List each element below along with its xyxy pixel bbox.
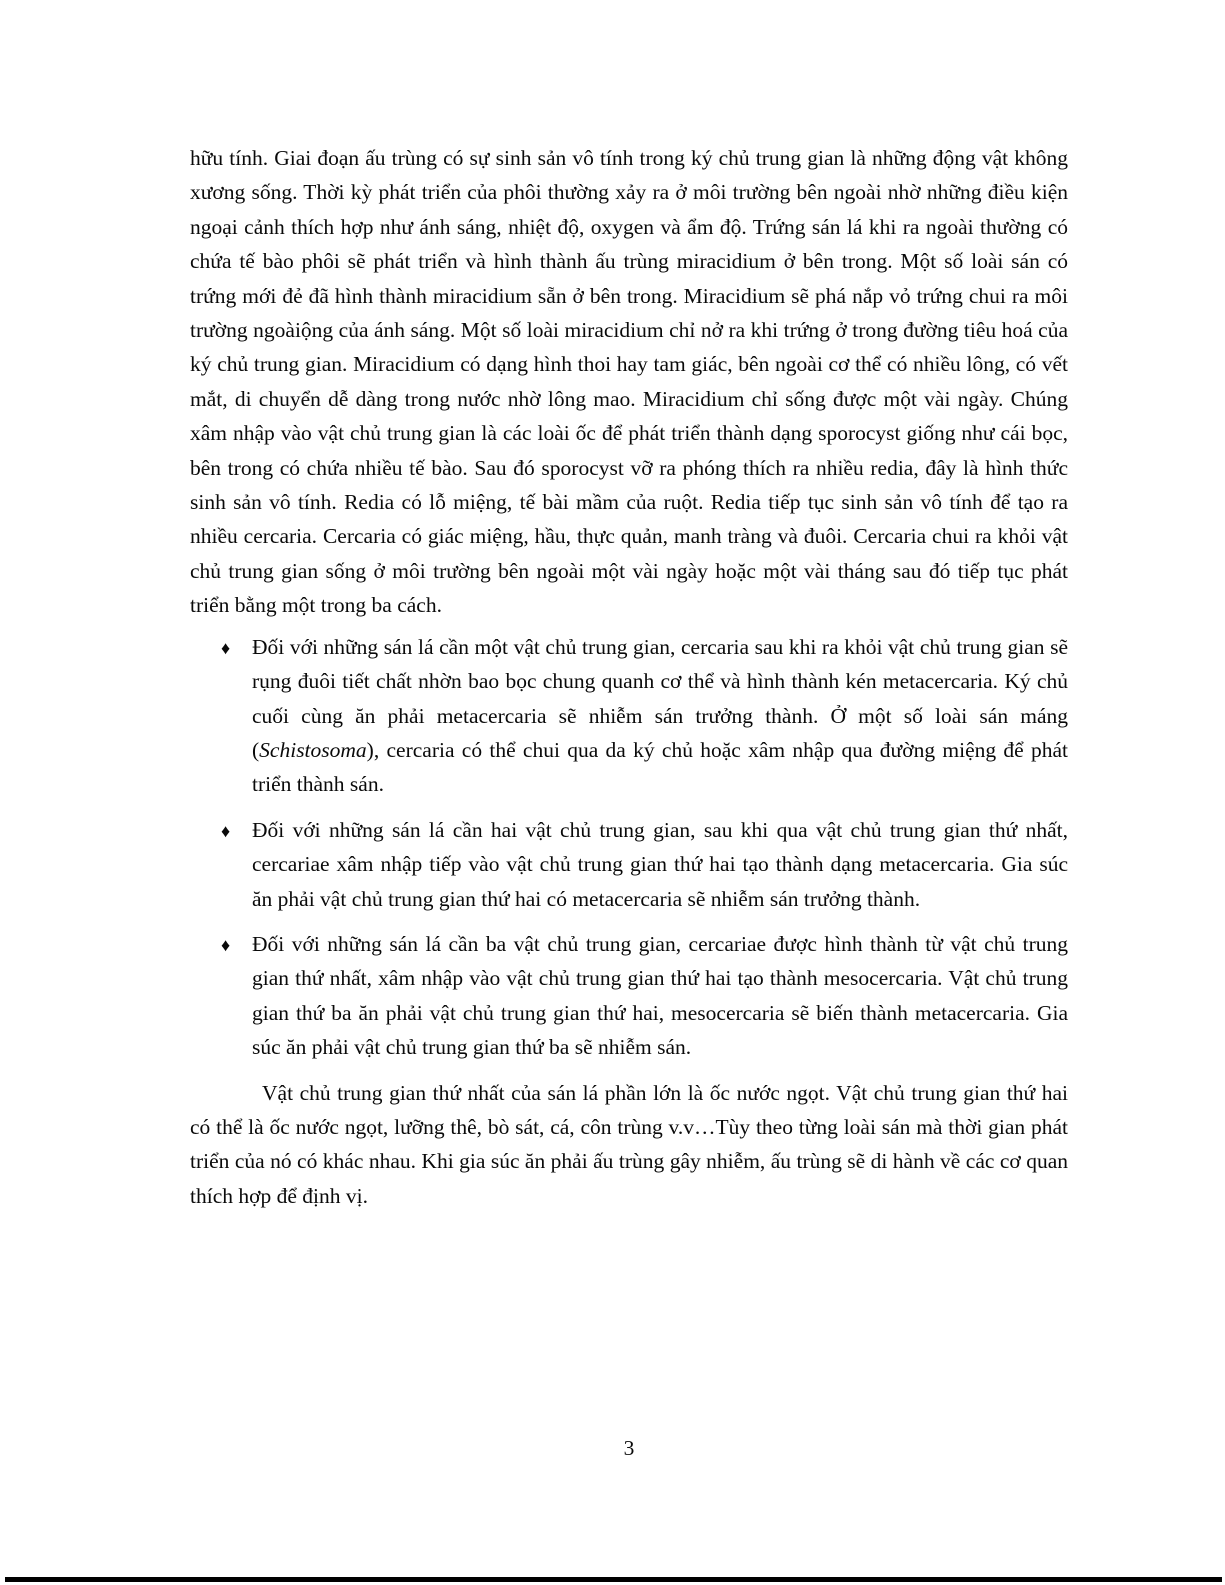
diamond-bullet-icon: ♦ [221,637,231,658]
bullet-item-three-hosts [190,927,1068,1065]
bullet-item-two-hosts [190,813,1068,916]
diamond-bullet-icon: ♦ [221,820,231,841]
diamond-bullet-icon: ♦ [221,934,231,955]
bullet-text-segment: ), cercaria có thể chui qua da ký chủ hoặc xâm nhập qua đường miệng để phát triển thành sán. [252,737,1068,797]
page-number: 3 [623,1436,635,1460]
bullet-text-segment: Đối với những sán lá cần một vật chủ trung gian, cercaria sau khi ra khỏi vật chủ trung gian sẽ rụng đuôi tiết chất nhờn bao bọc chung quanh cơ thể và hình thành kén metacercaria. Ký chủ cuối cùng ăn phải metacercaria sẽ nhiễm sán trưởng thành. Ở một số loài sán máng ( [252,634,1068,762]
bullet-text-three-hosts: Đối với những sán lá cần ba vật chủ trung gian, cercariae được hình thành từ vật chủ trung gian thứ nhất, xâm nhập vào vật chủ trung gian thứ hai tạo thành mesocercaria. Vật chủ trung gian thứ ba ăn phải vật chủ trung gian thứ hai, mesocercaria sẽ biến thành metacercaria. Gia súc ăn phải vật chủ trung gian thứ ba sẽ nhiễm sán. [252,931,1068,1060]
bullet-list [190,630,1068,1065]
page-bottom-scan-line [5,1577,1222,1582]
intro-paragraph: hữu tính. Giai đoạn ấu trùng có sự sinh sản vô tính trong ký chủ trung gian là những động vật không xương sống. Thời kỳ phát triển của phôi thường xảy ra ở môi trường bên ngoài nhờ những điều kiện ngoại cảnh thích hợp như ánh sáng, nhiệt độ, oxygen và ẩm độ. Trứng sán lá khi ra ngoài thường có chứa tế bào phôi sẽ phát triển và hình thành ấu trùng miracidium ở bên trong. Một số loài sán có trứng mới đẻ đã hình thành miracidium sẵn ở bên trong. Miracidium sẽ phá nắp vỏ trứng chui ra môi trường ngoàiộng của ánh sáng. Một số loài miracidium chỉ nở ra khi trứng ở trong đường tiêu hoá của ký chủ trung gian. Miracidium có dạng hình thoi hay tam giác, bên ngoài cơ thể có nhiều lông, có vết mắt, di chuyển dễ dàng trong nước nhờ lông mao. Miracidium chỉ sống được một vài ngày. Chúng xâm nhập vào vật chủ trung gian là các loài ốc để phát triển thành dạng sporocyst giống như cái bọc, bên trong có chứa nhiều tế bào. Sau đó sporocyst vỡ ra phóng thích ra nhiều redia, đây là hình thức sinh sản vô tính. Redia có lỗ miệng, tế bài mầm của ruột. Redia tiếp tục sinh sản vô tính để tạo ra nhiều cercaria. Cercaria có giác miệng, hầu, thực quản, manh tràng và đuôi. Cercaria chui ra khỏi vật chủ trung gian sống ở môi trường bên ngoài một vài ngày hoặc một vài tháng sau đó tiếp tục phát triển bằng một trong ba cách. [190,146,1068,618]
species-name-italic: Schistosoma [259,737,367,762]
bullet-text-two-hosts: Đối với những sán lá cần hai vật chủ trung gian, sau khi qua vật chủ trung gian thứ nhất, cercariae xâm nhập tiếp vào vật chủ trung gian thứ hai tạo thành dạng metacercaria. Gia súc ăn phải vật chủ trung gian thứ hai có metacercaria sẽ nhiễm sán trưởng thành. [252,817,1068,911]
text-block [190,141,1068,1213]
bullet-text-one-host [252,635,1068,797]
bullet-item-one-host [190,630,1068,802]
closing-paragraph: Vật chủ trung gian thứ nhất của sán lá phần lớn là ốc nước ngọt. Vật chủ trung gian thứ hai có thể là ốc nước ngọt, lưỡng thê, bò sát, cá, côn trùng v.v…Tùy theo từng loài sán mà thời gian phát triển của nó có khác nhau. Khi gia súc ăn phải ấu trùng gây nhiễm, ấu trùng sẽ di hành về các cơ quan thích hợp để định vị. [190,1080,1068,1208]
